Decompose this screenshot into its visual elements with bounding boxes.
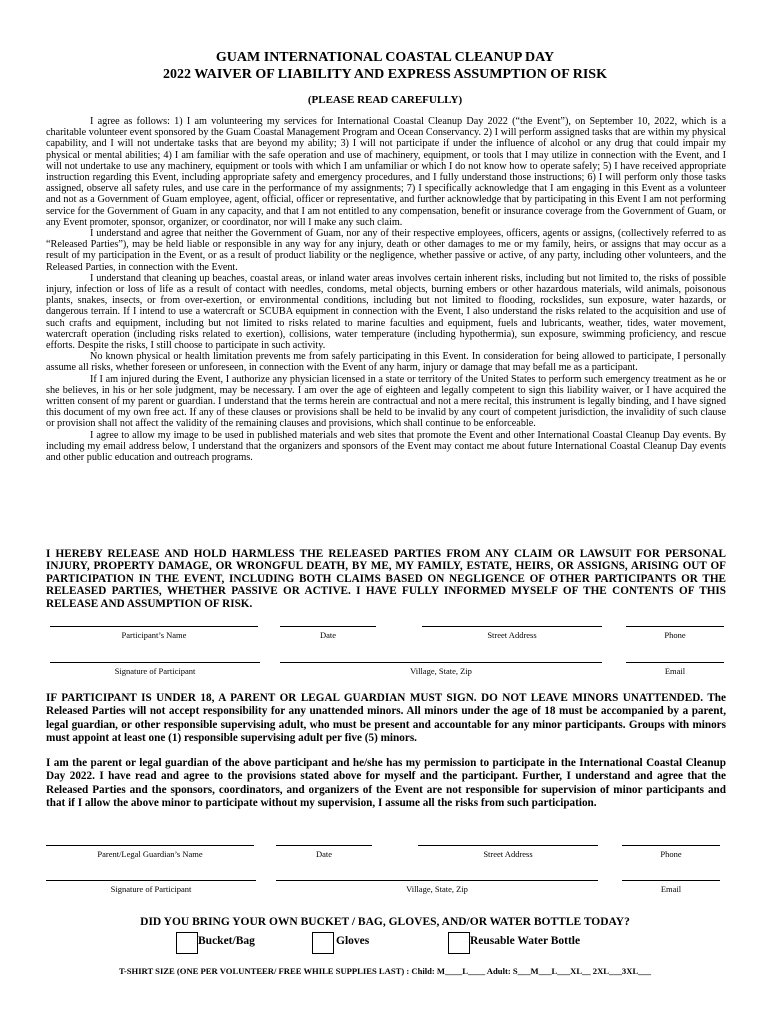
guardian-phone-field[interactable]: Phone xyxy=(622,845,720,859)
document-title-line2: 2022 WAIVER OF LIABILITY AND EXPRESS ASSUMPTION OF RISK xyxy=(163,67,607,82)
guardian-statement: I am the parent or legal guardian of the above participant and he/she has my permission to participate in the International Coastal Cleanup Day 2022. I have read and agree to the provisions stated above for myself and the participant. Further, I understand and agree that the Released Parties and the sponsors, coordinators, and organizers of the Event are not responsible for supervision of minor participants and that if I allow the above minor to participate without my supervision, I assume all the risks from such participation. xyxy=(46,757,726,810)
gloves-label: Gloves xyxy=(336,935,370,947)
participant-signature-field[interactable]: Signature of Participant xyxy=(50,662,260,676)
participant-date-field[interactable]: Date xyxy=(280,626,376,640)
water-bottle-checkbox[interactable] xyxy=(448,932,470,954)
participant-village-field[interactable]: Village, State, Zip xyxy=(280,662,602,676)
waiver-body xyxy=(46,116,726,463)
tshirt-size-line[interactable]: T-SHIRT SIZE (ONE PER VOLUNTEER/ FREE WHILE SUPPLIES LAST) : Child: M____L____ Adult: S___M___L___XL__ 2XL___3XL___ xyxy=(118,966,652,976)
bring-items-checkboxes xyxy=(0,932,770,958)
guardian-email-field[interactable]: Email xyxy=(622,880,720,894)
document-title-line1: GUAM INTERNATIONAL COASTAL CLEANUP DAY xyxy=(215,50,555,65)
image-release-paragraph: I agree to allow my image to be used in published materials and web sites that promote the Event and other International Coastal Cleanup Day events. By including my email address below, I understand that the organizers and sponsors of the Event may contact me about future International Coastal Cleanup Day events and other public education and outreach programs. xyxy=(46,429,726,464)
participant-row-1 xyxy=(46,626,726,656)
inherent-risks-paragraph: I understand that cleaning up beaches, coastal areas, or inland water areas involves certain inherent risks, including but not limited to, the risks of possible injury, infection or loss of life as a result of contact with needles, condoms, metal objects, burning embers or other hazardous materials, wild animals, poisonous plants, snakes, insects, or from over-exertion, or environmental conditions, including but not limited to flooding, rockslides, sun exposure, water hazards, or dangerous terrain. If I intend to use a watercraft or SCUBA equipment in connection with the Event, I also understand the risks related to the acquisition and use of such crafts and equipment, including but not limited to risks related to marine faculties and equipment, fuels and lubricants, weather, tides, water movement, watercraft operation (including risks related to exertion), collisions, water temperature (including hypothermia), sun exposure, swimming proficiency, and rescue efforts. Despite the risks, I still choose to participate in such activity. xyxy=(46,272,726,352)
release-statement: I HEREBY RELEASE AND HOLD HARMLESS THE RELEASED PARTIES FROM ANY CLAIM OR LAWSUIT FOR PERSONAL INJURY, PROPERTY DAMAGE, OR WRONGFUL DEATH, BY ME, MY FAMILY, ESTATE, HEIRS, OR ASSIGNS, ARISING OUT OF PARTICIPATION IN THE EVENT, INCLUDING BOTH CLAIMS BASED ON NEGLIGENCE OF OTHER PARTICIPANTS OR THE RELEASED PARTIES, WHETHER PASSIVE OR ACTIVE. I HAVE FULLY INFORMED MYSELF OF THE CONTENTS OF THIS RELEASE AND ASSUMPTION OF RISK. xyxy=(46,548,726,610)
guardian-signature-field[interactable]: Signature of Participant xyxy=(46,880,256,894)
guardian-row-2 xyxy=(46,880,726,910)
participant-name-field[interactable]: Participant’s Name xyxy=(50,626,258,640)
bucket-bag-label: Bucket/Bag xyxy=(198,935,255,947)
bring-items-question: DID YOU BRING YOUR OWN BUCKET / BAG, GLOVES, AND/OR WATER BOTTLE TODAY? xyxy=(140,916,630,928)
bucket-bag-checkbox[interactable] xyxy=(176,932,198,954)
participant-phone-field[interactable]: Phone xyxy=(626,626,724,640)
guardian-name-field[interactable]: Parent/Legal Guardian’s Name xyxy=(46,845,254,859)
guardian-street-field[interactable]: Street Address xyxy=(418,845,598,859)
released-parties-paragraph: I understand and agree that neither the Government of Guam, nor any of their respective employees, officers, agents or assigns, (collectively referred to as “Released Parties”), may be held liable or responsible in any way for any injury, death or other damages to me or my family, heirs, or assigns that may occur as a result of my participation in the Event, or as a result of product liability or the negligence, whether passive or active, of any party, including other volunteers, and the Released Parties, in connection with the Event. xyxy=(46,228,726,273)
agreement-paragraph: I agree as follows: 1) I am volunteering my services for International Coastal Cleanup Day 2022 (“the Event”), on September 10, 2022, which is a charitable volunteer event sponsored by the Guam Coastal Management Program and Ocean Conservancy. 2) I will perform assigned tasks that are within my physical capability, and I will not undertake tasks that are beyond my ability; 3) I will not participate if under the influence of alcohol or any drug that could impair my physical or mental abilities; 4) I am familiar with the safe operation and use of machinery, equipment, or tools that I may utilize in connection with the Event, and I will not undertake to use any machinery, equipment or tools with which I am unfamiliar or which I do not know how to operate safely; 5) I have received appropriate instruction regarding this Event, including appropriate safety and emergency procedures, and I fully understand those instructions; 6) I will perform only those tasks assigned, observe all safety rules, and use care in the performance of my assignments; 7) I specifically acknowledge that I am engaging in this Event as a volunteer and not as a Government of Guam employee, agent, official, officer or representative, and further acknowledge that by participating in this Event I am not performing service for the Government of Guam in any capacity, and that I am not entitled to any compensation, benefit or insurance coverage from the Government of Guam, or any Event promoter, sponsor, organizer, or coordinator, nor will I make any such claim. xyxy=(46,116,726,228)
water-bottle-label: Reusable Water Bottle xyxy=(470,935,581,947)
guardian-village-field[interactable]: Village, State, Zip xyxy=(276,880,598,894)
guardian-date-field[interactable]: Date xyxy=(276,845,372,859)
participant-street-field[interactable]: Street Address xyxy=(422,626,602,640)
gloves-checkbox[interactable] xyxy=(312,932,334,954)
assumption-paragraph: No known physical or health limitation prevents me from safely participating in this Event. In consideration for being allowed to participate, I personally assume all risks, whether foreseen or unforeseen, in connection with the Event of any harm, injury or damage that may befall me as a participant. xyxy=(46,351,726,374)
medical-authorization-paragraph: If I am injured during the Event, I authorize any physician licensed in a state or territory of the United States to perform such emergency treatment as he or she believes, in his or her sole judgment, may be necessary. I am over the age of eighteen and legally competent to sign this liability waiver, or I have acquired the written consent of my parent or guardian. I understand that the terms herein are contractual and not a mere recital, this instrument is legally binding, and I have signed this document of my own free act. If any of these clauses or provisions shall be held to be invalid by any court of competent jurisdiction, the invalidity of such clause or provision shall not affect the validity of the remaining clauses and provisions, which shall continue to be enforceable. xyxy=(46,373,726,430)
guardian-row-1 xyxy=(46,845,726,875)
participant-email-field[interactable]: Email xyxy=(626,662,724,676)
participant-row-2 xyxy=(46,662,726,692)
read-carefully-note: (PLEASE READ CAREFULLY) xyxy=(307,94,463,106)
minor-notice: IF PARTICIPANT IS UNDER 18, A PARENT OR LEGAL GUARDIAN MUST SIGN. DO NOT LEAVE MINORS UNATTENDED. The Released Parties will not accept responsibility for any unattended minors. All minors under the age of 18 must be accompanied by a parent, legal guardian, or other responsible supervising adult, who must be present and accountable for any minor participants. Groups with minors must appoint at least one (1) responsible supervising adult per five (5) minors. xyxy=(46,692,726,745)
